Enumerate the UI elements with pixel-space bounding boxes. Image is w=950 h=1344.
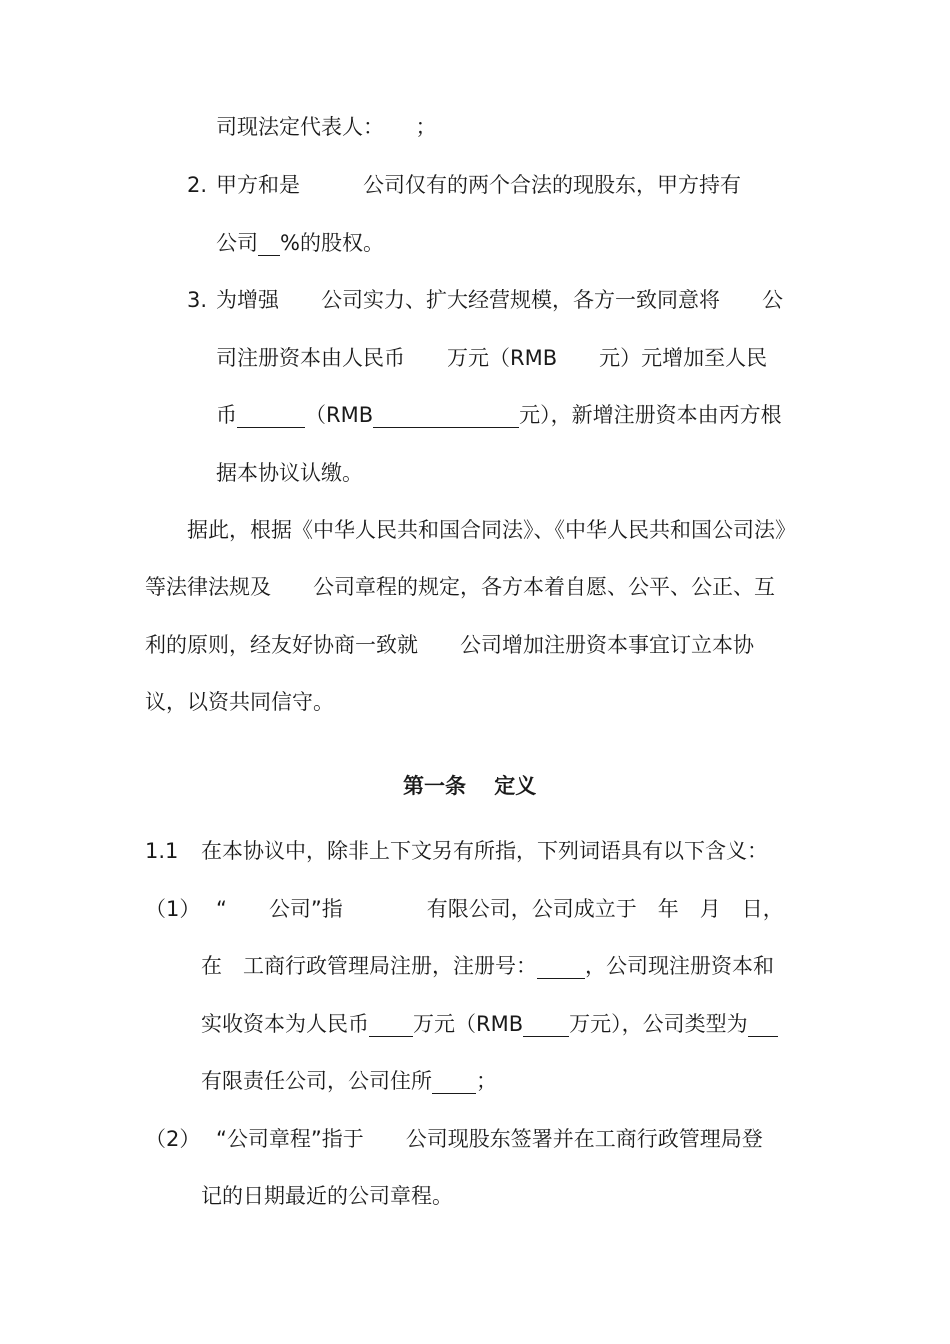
text-fragment: ，公司现注册资本和 xyxy=(585,954,774,978)
fill-in-blank xyxy=(237,403,305,428)
list-number: 2. xyxy=(187,173,208,197)
text-line: “ 公司”指 有限公司，公司成立于 年 月 日， xyxy=(216,897,784,921)
text-fragment: 币 xyxy=(216,403,237,427)
text-line: “公司章程”指于 公司现股东签署并在工商行政管理局登 xyxy=(216,1127,763,1151)
fill-in-blank xyxy=(523,1012,569,1037)
text-line xyxy=(216,401,782,429)
fill-in-blank xyxy=(258,231,280,256)
text-line xyxy=(216,229,384,257)
text-line xyxy=(201,1067,497,1095)
clause-number: 1.1 xyxy=(145,839,179,863)
text-line: 据本协议认缴。 xyxy=(216,461,363,485)
fill-in-blank xyxy=(369,1012,413,1037)
text-line: 甲方和是 公司仅有的两个合法的现股东，甲方持有 xyxy=(216,173,741,197)
text-line xyxy=(201,952,774,980)
text-line: 为增强 公司实力、扩大经营规模，各方一致同意将 公 xyxy=(216,288,783,312)
text-fragment: 公司 xyxy=(216,231,258,255)
text-line: 记的日期最近的公司章程。 xyxy=(201,1184,453,1208)
text-line: 司注册资本由人民币 万元（RMB 元）元增加至人民 xyxy=(216,346,768,370)
text-fragment: %的股权。 xyxy=(280,231,384,255)
text-fragment: 在 工商行政管理局注册，注册号： xyxy=(201,954,537,978)
fill-in-blank xyxy=(373,403,519,428)
fill-in-blank xyxy=(537,954,585,979)
text-line: 利的原则，经友好协商一致就 公司增加注册资本事宜订立本协 xyxy=(145,633,754,657)
text-fragment: 万元（RMB xyxy=(413,1012,524,1036)
text-fragment: ； xyxy=(476,1069,497,1093)
text-line: 等法律法规及 公司章程的规定，各方本着自愿、公平、公正、互 xyxy=(145,575,775,599)
text-line: 在本协议中，除非上下文另有所指，下列词语具有以下含义： xyxy=(201,839,768,863)
item-number: （1） xyxy=(145,897,201,921)
text-fragment: （RMB xyxy=(305,403,374,427)
fill-in-blank xyxy=(748,1012,778,1037)
item-number: （2） xyxy=(145,1127,201,1151)
text-fragment: 元），新增注册资本由丙方根 xyxy=(519,403,782,427)
text-line: 议，以资共同信守。 xyxy=(145,690,334,714)
text-fragment: 万元），公司类型为 xyxy=(569,1012,748,1036)
text-line xyxy=(201,1010,778,1038)
list-number: 3. xyxy=(187,288,208,312)
text-line: 据此，根据《中华人民共和国合同法》、《中华人民共和国公司法》 xyxy=(187,518,796,542)
text-fragment: 有限责任公司，公司住所 xyxy=(201,1069,432,1093)
text-line: 司现法定代表人： ； xyxy=(216,115,437,139)
text-fragment: 实收资本为人民币 xyxy=(201,1012,369,1036)
article-title: 第一条 定义 xyxy=(403,774,537,798)
fill-in-blank xyxy=(432,1069,476,1094)
